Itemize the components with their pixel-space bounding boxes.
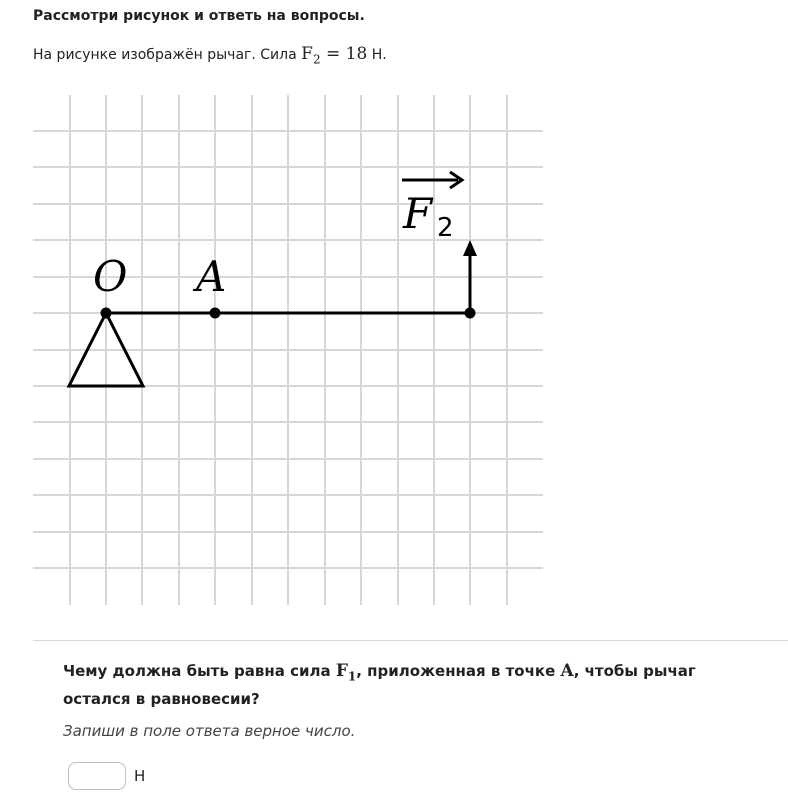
point-o-label: O [93, 252, 128, 301]
intro-force-sub: 2 [312, 52, 321, 67]
intro-force-symbol: F [301, 44, 313, 64]
question-force-sub: 1 [347, 669, 357, 684]
question-point: A [560, 661, 574, 681]
force-f2-arrowhead [463, 240, 477, 256]
question-prefix: Чему должна быть равна сила [63, 662, 336, 680]
grid [33, 95, 543, 605]
task-title: Рассмотри рисунок и ответь на вопросы. [33, 8, 365, 24]
answer-row [68, 762, 145, 790]
intro-text: На рисунке изображён рычаг. Сила [33, 47, 302, 63]
point-a-label: A [196, 252, 227, 301]
intro-force-value: 18 [345, 44, 368, 64]
intro-unit: Н. [367, 47, 387, 63]
question-force-formula [335, 661, 357, 684]
question-suffix: , чтобы рычаг остался в равновесии? [63, 662, 696, 709]
point-o-dot [101, 308, 112, 319]
point-a-dot [210, 308, 221, 319]
intro-equals: = [320, 44, 346, 64]
force-f2-subscript: 2 [437, 213, 454, 243]
answer-hint: Запиши в поле ответа верное число. [63, 722, 356, 740]
question-force-symbol: F [335, 661, 348, 681]
answer-unit: Н [134, 767, 146, 785]
answer-input[interactable] [68, 762, 126, 790]
force-f2-label: F [403, 189, 433, 238]
question-text [63, 660, 763, 711]
question-middle: , приложенная в точке [356, 662, 561, 680]
section-divider [33, 640, 788, 641]
